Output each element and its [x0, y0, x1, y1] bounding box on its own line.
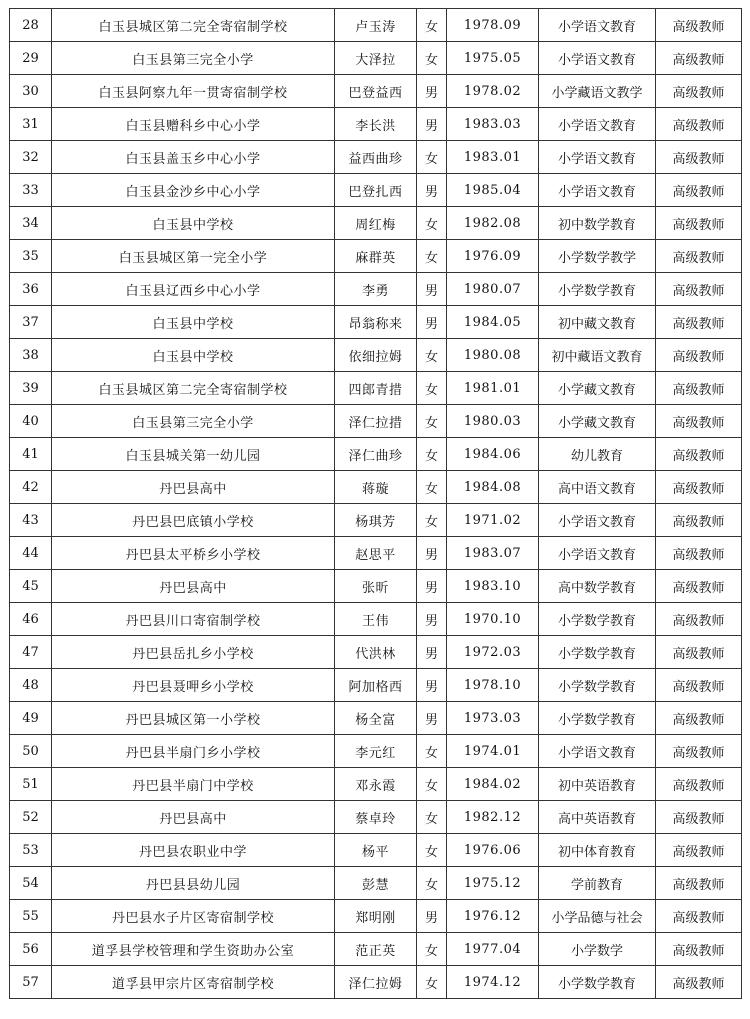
- school-cell: 白玉县盖玉乡中心小学: [52, 141, 335, 174]
- gender-cell: 女: [417, 933, 447, 966]
- subject-cell: 小学藏语文教学: [539, 75, 656, 108]
- school-cell: 白玉县城关第一幼儿园: [52, 438, 335, 471]
- gender-cell: 女: [417, 801, 447, 834]
- birth-date-cell: 1978.10: [447, 669, 539, 702]
- job-title-cell: 高级教师: [656, 669, 742, 702]
- teacher-name-cell: 李勇: [335, 273, 417, 306]
- subject-cell: 学前教育: [539, 867, 656, 900]
- table-row: [10, 504, 742, 537]
- birth-date-cell: 1976.06: [447, 834, 539, 867]
- gender-cell: 女: [417, 141, 447, 174]
- row-number-cell: 30: [10, 75, 52, 108]
- teacher-name-cell: 王伟: [335, 603, 417, 636]
- teacher-name-cell: 杨全富: [335, 702, 417, 735]
- birth-date-cell: 1974.12: [447, 966, 539, 999]
- birth-date-cell: 1976.12: [447, 900, 539, 933]
- birth-date-cell: 1982.08: [447, 207, 539, 240]
- table-row: [10, 900, 742, 933]
- subject-cell: 小学数学教育: [539, 636, 656, 669]
- table-row: [10, 42, 742, 75]
- job-title-cell: 高级教师: [656, 735, 742, 768]
- job-title-cell: 高级教师: [656, 702, 742, 735]
- job-title-cell: 高级教师: [656, 174, 742, 207]
- subject-cell: 初中藏语文教育: [539, 339, 656, 372]
- teacher-name-cell: 李长洪: [335, 108, 417, 141]
- row-number-cell: 41: [10, 438, 52, 471]
- row-number-cell: 53: [10, 834, 52, 867]
- table-row: [10, 240, 742, 273]
- job-title-cell: 高级教师: [656, 9, 742, 42]
- birth-date-cell: 1974.01: [447, 735, 539, 768]
- birth-date-cell: 1981.01: [447, 372, 539, 405]
- gender-cell: 女: [417, 735, 447, 768]
- job-title-cell: 高级教师: [656, 240, 742, 273]
- teacher-name-cell: 依细拉姆: [335, 339, 417, 372]
- row-number-cell: 43: [10, 504, 52, 537]
- job-title-cell: 高级教师: [656, 636, 742, 669]
- school-cell: 白玉县城区第一完全小学: [52, 240, 335, 273]
- job-title-cell: 高级教师: [656, 966, 742, 999]
- school-cell: 丹巴县高中: [52, 801, 335, 834]
- gender-cell: 男: [417, 636, 447, 669]
- job-title-cell: 高级教师: [656, 141, 742, 174]
- birth-date-cell: 1985.04: [447, 174, 539, 207]
- school-cell: 丹巴县岳扎乡小学校: [52, 636, 335, 669]
- job-title-cell: 高级教师: [656, 801, 742, 834]
- teacher-name-cell: 郑明刚: [335, 900, 417, 933]
- gender-cell: 男: [417, 273, 447, 306]
- school-cell: 丹巴县巴底镇小学校: [52, 504, 335, 537]
- row-number-cell: 47: [10, 636, 52, 669]
- job-title-cell: 高级教师: [656, 900, 742, 933]
- school-cell: 丹巴县高中: [52, 471, 335, 504]
- teacher-name-cell: 泽仁曲珍: [335, 438, 417, 471]
- gender-cell: 女: [417, 504, 447, 537]
- school-cell: 白玉县第三完全小学: [52, 42, 335, 75]
- subject-cell: 幼儿教育: [539, 438, 656, 471]
- row-number-cell: 46: [10, 603, 52, 636]
- subject-cell: 小学语文教育: [539, 537, 656, 570]
- school-cell: 丹巴县半扇门中学校: [52, 768, 335, 801]
- row-number-cell: 35: [10, 240, 52, 273]
- gender-cell: 女: [417, 438, 447, 471]
- birth-date-cell: 1978.02: [447, 75, 539, 108]
- teacher-name-cell: 周红梅: [335, 207, 417, 240]
- birth-date-cell: 1970.10: [447, 603, 539, 636]
- row-number-cell: 49: [10, 702, 52, 735]
- subject-cell: 小学数学教育: [539, 702, 656, 735]
- gender-cell: 女: [417, 372, 447, 405]
- table-row: [10, 438, 742, 471]
- school-cell: 丹巴县城区第一小学校: [52, 702, 335, 735]
- table-row: [10, 9, 742, 42]
- birth-date-cell: 1978.09: [447, 9, 539, 42]
- subject-cell: 高中语文教育: [539, 471, 656, 504]
- subject-cell: 小学语文教育: [539, 141, 656, 174]
- row-number-cell: 40: [10, 405, 52, 438]
- row-number-cell: 37: [10, 306, 52, 339]
- birth-date-cell: 1980.03: [447, 405, 539, 438]
- table-row: [10, 966, 742, 999]
- table-row: [10, 207, 742, 240]
- school-cell: 丹巴县县幼儿园: [52, 867, 335, 900]
- subject-cell: 初中体育教育: [539, 834, 656, 867]
- job-title-cell: 高级教师: [656, 405, 742, 438]
- table-row: [10, 75, 742, 108]
- subject-cell: 小学语文教育: [539, 42, 656, 75]
- gender-cell: 女: [417, 471, 447, 504]
- subject-cell: 高中英语教育: [539, 801, 656, 834]
- teacher-table: [9, 8, 742, 999]
- row-number-cell: 54: [10, 867, 52, 900]
- school-cell: 白玉县城区第二完全寄宿制学校: [52, 372, 335, 405]
- school-cell: 白玉县阿察九年一贯寄宿制学校: [52, 75, 335, 108]
- row-number-cell: 50: [10, 735, 52, 768]
- table-row: [10, 141, 742, 174]
- row-number-cell: 34: [10, 207, 52, 240]
- table-row: [10, 174, 742, 207]
- birth-date-cell: 1983.10: [447, 570, 539, 603]
- teacher-name-cell: 四郎青措: [335, 372, 417, 405]
- teacher-name-cell: 麻群英: [335, 240, 417, 273]
- school-cell: 白玉县中学校: [52, 339, 335, 372]
- birth-date-cell: 1972.03: [447, 636, 539, 669]
- subject-cell: 小学语文教育: [539, 735, 656, 768]
- subject-cell: 小学藏文教育: [539, 405, 656, 438]
- row-number-cell: 55: [10, 900, 52, 933]
- table-row: [10, 405, 742, 438]
- subject-cell: 初中英语教育: [539, 768, 656, 801]
- table-row: [10, 933, 742, 966]
- subject-cell: 小学数学教育: [539, 669, 656, 702]
- teacher-name-cell: 蒋璇: [335, 471, 417, 504]
- table-row: [10, 570, 742, 603]
- job-title-cell: 高级教师: [656, 273, 742, 306]
- gender-cell: 女: [417, 339, 447, 372]
- job-title-cell: 高级教师: [656, 504, 742, 537]
- school-cell: 白玉县辽西乡中心小学: [52, 273, 335, 306]
- gender-cell: 男: [417, 900, 447, 933]
- subject-cell: 小学数学教育: [539, 966, 656, 999]
- job-title-cell: 高级教师: [656, 834, 742, 867]
- school-cell: 道孚县学校管理和学生资助办公室: [52, 933, 335, 966]
- job-title-cell: 高级教师: [656, 471, 742, 504]
- row-number-cell: 38: [10, 339, 52, 372]
- table-row: [10, 537, 742, 570]
- birth-date-cell: 1975.05: [447, 42, 539, 75]
- gender-cell: 女: [417, 834, 447, 867]
- subject-cell: 小学语文教育: [539, 504, 656, 537]
- teacher-name-cell: 大泽拉: [335, 42, 417, 75]
- table-row: [10, 834, 742, 867]
- subject-cell: 小学语文教育: [539, 174, 656, 207]
- teacher-name-cell: 李元红: [335, 735, 417, 768]
- gender-cell: 女: [417, 768, 447, 801]
- table-row: [10, 735, 742, 768]
- row-number-cell: 44: [10, 537, 52, 570]
- row-number-cell: 33: [10, 174, 52, 207]
- subject-cell: 小学语文教育: [539, 9, 656, 42]
- job-title-cell: 高级教师: [656, 207, 742, 240]
- row-number-cell: 48: [10, 669, 52, 702]
- table-row: [10, 669, 742, 702]
- row-number-cell: 39: [10, 372, 52, 405]
- subject-cell: 初中数学教育: [539, 207, 656, 240]
- row-number-cell: 28: [10, 9, 52, 42]
- table-row: [10, 273, 742, 306]
- school-cell: 白玉县金沙乡中心小学: [52, 174, 335, 207]
- table-row: [10, 108, 742, 141]
- gender-cell: 男: [417, 537, 447, 570]
- table-body: [10, 9, 742, 999]
- job-title-cell: 高级教师: [656, 108, 742, 141]
- table-row: [10, 306, 742, 339]
- gender-cell: 男: [417, 75, 447, 108]
- teacher-name-cell: 杨琪芳: [335, 504, 417, 537]
- school-cell: 丹巴县水子片区寄宿制学校: [52, 900, 335, 933]
- birth-date-cell: 1984.06: [447, 438, 539, 471]
- birth-date-cell: 1983.01: [447, 141, 539, 174]
- table-row: [10, 867, 742, 900]
- teacher-name-cell: 张昕: [335, 570, 417, 603]
- gender-cell: 男: [417, 603, 447, 636]
- subject-cell: 小学数学: [539, 933, 656, 966]
- birth-date-cell: 1973.03: [447, 702, 539, 735]
- gender-cell: 女: [417, 240, 447, 273]
- row-number-cell: 45: [10, 570, 52, 603]
- school-cell: 丹巴县太平桥乡小学校: [52, 537, 335, 570]
- table-row: [10, 339, 742, 372]
- job-title-cell: 高级教师: [656, 603, 742, 636]
- gender-cell: 女: [417, 867, 447, 900]
- table-row: [10, 768, 742, 801]
- teacher-name-cell: 赵思平: [335, 537, 417, 570]
- gender-cell: 男: [417, 669, 447, 702]
- birth-date-cell: 1976.09: [447, 240, 539, 273]
- job-title-cell: 高级教师: [656, 306, 742, 339]
- teacher-name-cell: 益西曲珍: [335, 141, 417, 174]
- row-number-cell: 57: [10, 966, 52, 999]
- school-cell: 丹巴县农职业中学: [52, 834, 335, 867]
- job-title-cell: 高级教师: [656, 438, 742, 471]
- gender-cell: 男: [417, 570, 447, 603]
- row-number-cell: 56: [10, 933, 52, 966]
- birth-date-cell: 1971.02: [447, 504, 539, 537]
- job-title-cell: 高级教师: [656, 339, 742, 372]
- gender-cell: 女: [417, 9, 447, 42]
- table-row: [10, 801, 742, 834]
- job-title-cell: 高级教师: [656, 75, 742, 108]
- birth-date-cell: 1975.12: [447, 867, 539, 900]
- gender-cell: 男: [417, 702, 447, 735]
- table-row: [10, 471, 742, 504]
- teacher-name-cell: 泽仁拉姆: [335, 966, 417, 999]
- teacher-name-cell: 邓永霞: [335, 768, 417, 801]
- teacher-name-cell: 阿加格西: [335, 669, 417, 702]
- school-cell: 丹巴县川口寄宿制学校: [52, 603, 335, 636]
- job-title-cell: 高级教师: [656, 42, 742, 75]
- birth-date-cell: 1982.12: [447, 801, 539, 834]
- birth-date-cell: 1983.03: [447, 108, 539, 141]
- teacher-name-cell: 杨平: [335, 834, 417, 867]
- table-row: [10, 372, 742, 405]
- row-number-cell: 51: [10, 768, 52, 801]
- birth-date-cell: 1984.05: [447, 306, 539, 339]
- gender-cell: 女: [417, 405, 447, 438]
- teacher-name-cell: 巴登益西: [335, 75, 417, 108]
- job-title-cell: 高级教师: [656, 867, 742, 900]
- teacher-name-cell: 范正英: [335, 933, 417, 966]
- job-title-cell: 高级教师: [656, 570, 742, 603]
- school-cell: 道孚县甲宗片区寄宿制学校: [52, 966, 335, 999]
- school-cell: 白玉县城区第二完全寄宿制学校: [52, 9, 335, 42]
- job-title-cell: 高级教师: [656, 768, 742, 801]
- row-number-cell: 42: [10, 471, 52, 504]
- gender-cell: 女: [417, 966, 447, 999]
- birth-date-cell: 1983.07: [447, 537, 539, 570]
- school-cell: 丹巴县聂呷乡小学校: [52, 669, 335, 702]
- subject-cell: 小学语文教育: [539, 108, 656, 141]
- row-number-cell: 32: [10, 141, 52, 174]
- teacher-list-document: [9, 8, 741, 1008]
- gender-cell: 男: [417, 108, 447, 141]
- row-number-cell: 29: [10, 42, 52, 75]
- teacher-name-cell: 卢玉涛: [335, 9, 417, 42]
- subject-cell: 小学数学教育: [539, 273, 656, 306]
- job-title-cell: 高级教师: [656, 372, 742, 405]
- teacher-name-cell: 昂翁称来: [335, 306, 417, 339]
- school-cell: 白玉县中学校: [52, 207, 335, 240]
- school-cell: 白玉县赠科乡中心小学: [52, 108, 335, 141]
- job-title-cell: 高级教师: [656, 537, 742, 570]
- birth-date-cell: 1980.07: [447, 273, 539, 306]
- teacher-name-cell: 泽仁拉措: [335, 405, 417, 438]
- gender-cell: 女: [417, 207, 447, 240]
- subject-cell: 小学藏文教育: [539, 372, 656, 405]
- subject-cell: 初中藏文教育: [539, 306, 656, 339]
- subject-cell: 小学品德与社会: [539, 900, 656, 933]
- subject-cell: 小学数学教学: [539, 240, 656, 273]
- row-number-cell: 31: [10, 108, 52, 141]
- gender-cell: 女: [417, 42, 447, 75]
- gender-cell: 男: [417, 306, 447, 339]
- teacher-name-cell: 彭慧: [335, 867, 417, 900]
- school-cell: 丹巴县半扇门乡小学校: [52, 735, 335, 768]
- school-cell: 白玉县第三完全小学: [52, 405, 335, 438]
- row-number-cell: 36: [10, 273, 52, 306]
- school-cell: 丹巴县高中: [52, 570, 335, 603]
- teacher-name-cell: 巴登扎西: [335, 174, 417, 207]
- table-row: [10, 636, 742, 669]
- teacher-name-cell: 蔡卓玲: [335, 801, 417, 834]
- table-row: [10, 702, 742, 735]
- birth-date-cell: 1984.02: [447, 768, 539, 801]
- birth-date-cell: 1984.08: [447, 471, 539, 504]
- gender-cell: 男: [417, 174, 447, 207]
- table-row: [10, 603, 742, 636]
- school-cell: 白玉县中学校: [52, 306, 335, 339]
- row-number-cell: 52: [10, 801, 52, 834]
- teacher-name-cell: 代洪林: [335, 636, 417, 669]
- subject-cell: 高中数学教育: [539, 570, 656, 603]
- birth-date-cell: 1980.08: [447, 339, 539, 372]
- birth-date-cell: 1977.04: [447, 933, 539, 966]
- job-title-cell: 高级教师: [656, 933, 742, 966]
- subject-cell: 小学数学教育: [539, 603, 656, 636]
